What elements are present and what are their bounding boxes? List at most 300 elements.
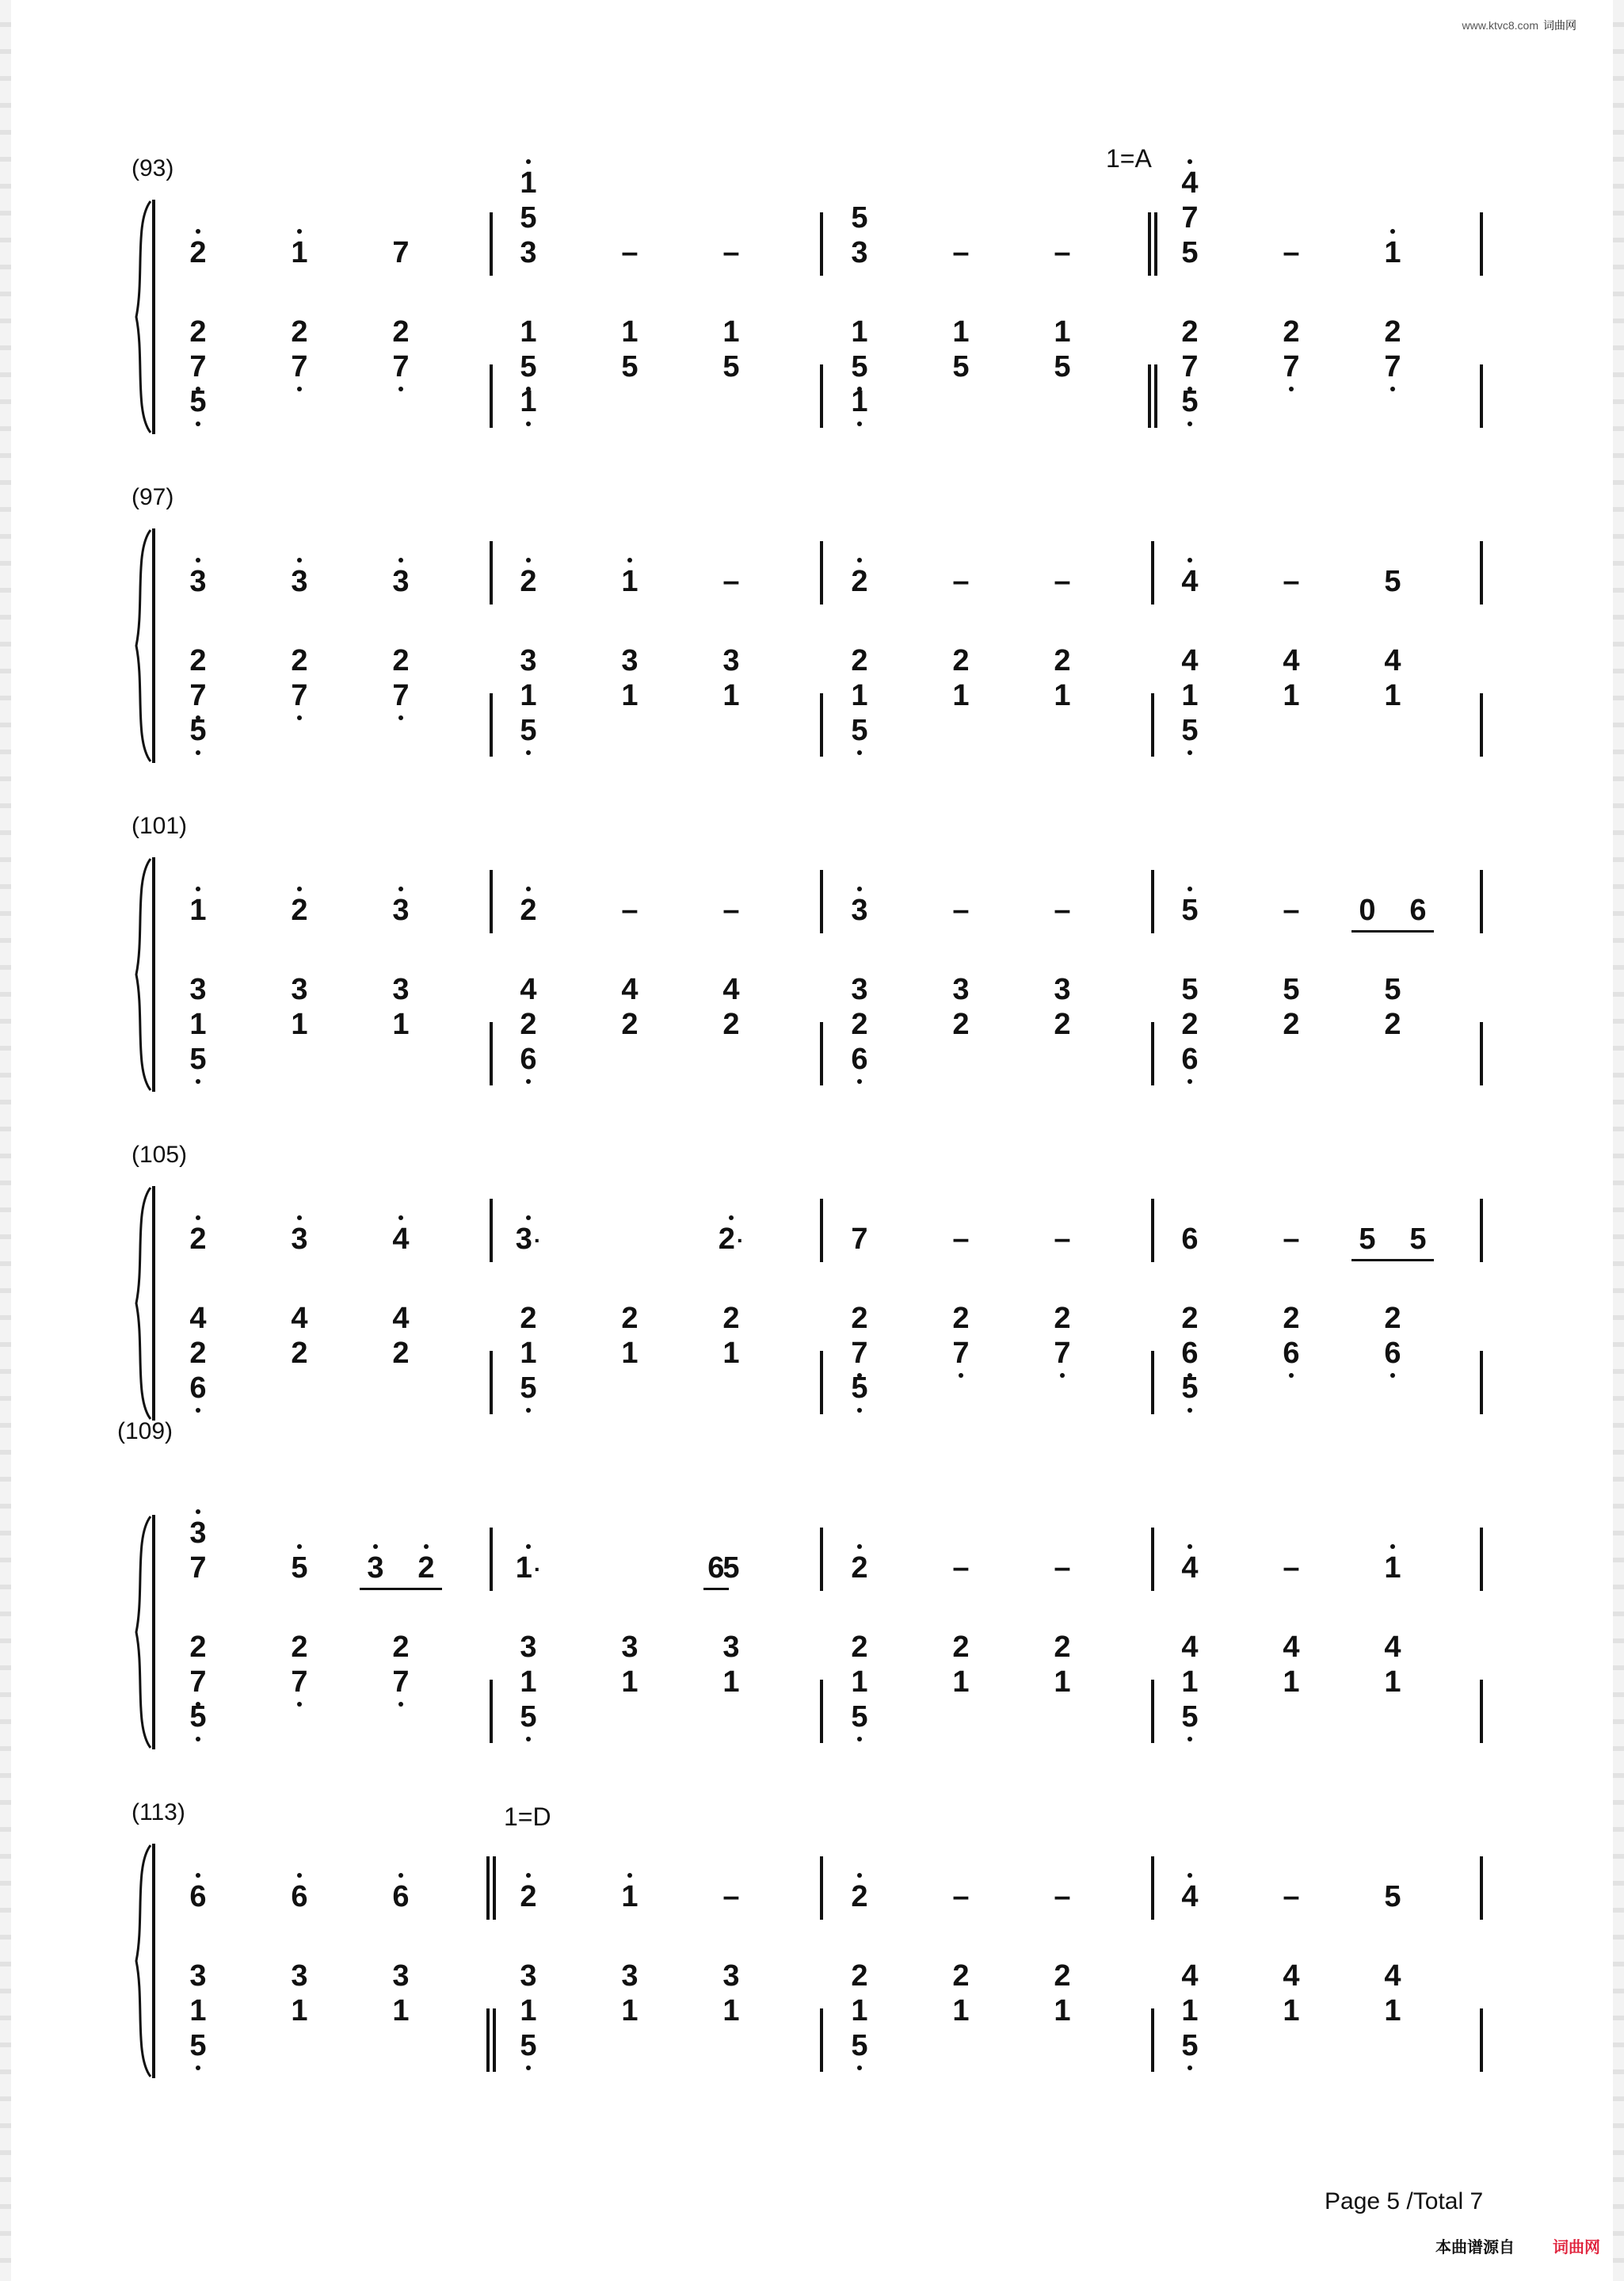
octave-dot-below [526, 2065, 531, 2070]
note-digit: 3 [952, 973, 970, 1006]
note-digit: 7 [189, 350, 207, 383]
octave-dot-below [1188, 2065, 1192, 2070]
note-digit: 1 [851, 679, 868, 712]
chord-note [1268, 1338, 1315, 1368]
note-digit: 1 [952, 315, 970, 349]
chord-note [174, 975, 222, 1005]
chord-note [1166, 168, 1214, 198]
octave-dot-below [196, 1737, 200, 1741]
double-barline-upper [486, 1856, 496, 1920]
note-digit: 5 [1181, 714, 1199, 747]
beam-underline [703, 1588, 729, 1590]
note-digit: 2 [392, 315, 410, 349]
note-digit: – [621, 236, 639, 269]
chord-note [276, 681, 323, 711]
chord-note [1268, 317, 1315, 347]
note-digit: 2 [520, 894, 537, 927]
chord-note [836, 1996, 883, 2026]
note-digit: 3 [851, 894, 868, 927]
barline-upper [1151, 1528, 1154, 1591]
chord-note [276, 1996, 323, 2026]
note-digit: 3 [722, 1631, 740, 1664]
octave-dot-above [526, 1544, 531, 1549]
barline-lower [490, 1022, 493, 1085]
note-digit: 4 [520, 973, 537, 1006]
chord-note [937, 1667, 985, 1697]
note-digit: 1 [621, 1994, 639, 2027]
chord-note [707, 1961, 755, 1991]
barline-lower [1151, 2008, 1154, 2072]
note [836, 1224, 883, 1254]
note-digit: 3 [367, 1551, 384, 1585]
note-digit: 3 [520, 1959, 537, 1993]
octave-dot-above [196, 1873, 200, 1878]
eighth-note [1344, 895, 1391, 925]
note-digit: 3 [851, 973, 868, 1006]
chord-note [606, 1338, 654, 1368]
note [836, 1882, 883, 1912]
sustain-dash [1268, 895, 1315, 925]
augmentation-dot: · [533, 1227, 542, 1253]
key-signature: 1=A [1106, 144, 1152, 173]
note-digit: 3 [189, 1959, 207, 1993]
note-digit: 7 [392, 350, 410, 383]
note [707, 1224, 755, 1254]
note-digit: 4 [291, 1302, 308, 1335]
note-digit: 2 [189, 1631, 207, 1664]
chord-note [174, 1667, 222, 1697]
note-digit: 2 [291, 1631, 308, 1664]
note-digit: 3 [189, 565, 207, 598]
octave-dot-below [196, 421, 200, 426]
note-digit: 7 [1283, 350, 1300, 383]
chord-note [836, 975, 883, 1005]
chord-note [505, 1632, 552, 1662]
note-digit: – [1283, 1880, 1300, 1913]
chord-note [174, 1553, 222, 1583]
note-digit: 2 [189, 315, 207, 349]
chord-note [505, 681, 552, 711]
note-digit: 5 [291, 1551, 308, 1585]
note-digit: 2 [392, 1337, 410, 1370]
sustain-dash [606, 895, 654, 925]
note-digit: – [952, 894, 970, 927]
note-digit: 2 [1384, 1302, 1401, 1335]
note-digit: 7 [1054, 1337, 1071, 1370]
octave-dot-below [297, 387, 302, 391]
chord-note [836, 1303, 883, 1333]
chord-note [276, 1303, 323, 1333]
note-digit: 6 [707, 1551, 725, 1585]
note-digit: 5 [189, 1700, 207, 1734]
note-digit: 2 [1054, 644, 1071, 677]
chord-note [1166, 1667, 1214, 1697]
barline-upper [1480, 1199, 1483, 1262]
chord-note [707, 1303, 755, 1333]
chord-note [505, 715, 552, 746]
note-digit: 5 [1181, 973, 1199, 1006]
octave-dot-below [398, 1702, 403, 1707]
note-digit: 1 [722, 1665, 740, 1699]
note-digit: 7 [392, 236, 410, 269]
chord-note [1166, 681, 1214, 711]
chord-note [1268, 1667, 1315, 1697]
chord-note [377, 681, 425, 711]
note-digit: 1 [1283, 1665, 1300, 1699]
chord-note [1166, 1373, 1214, 1403]
chord-note [836, 387, 883, 417]
chord-note [937, 1632, 985, 1662]
chord-note [377, 1632, 425, 1662]
note-digit: 1 [722, 1337, 740, 1370]
note-digit: 1 [722, 1994, 740, 2027]
system-left-barline [152, 528, 155, 763]
chord-note [606, 1303, 654, 1333]
note-digit: 2 [851, 1959, 868, 1993]
octave-dot-above [857, 887, 862, 891]
sustain-dash [1039, 895, 1086, 925]
note-digit: 7 [189, 1665, 207, 1699]
measure-number: (93) [132, 155, 174, 181]
chord-note [505, 1996, 552, 2026]
sustain-dash [606, 238, 654, 268]
note [174, 566, 222, 597]
chord-note [276, 317, 323, 347]
chord-note [937, 1338, 985, 1368]
note-digit: 2 [851, 1302, 868, 1335]
chord-note [174, 681, 222, 711]
note-digit: – [1283, 1551, 1300, 1585]
note-digit: 1 [520, 1994, 537, 2027]
chord-note [505, 168, 552, 198]
octave-dot-below [196, 2065, 200, 2070]
note-digit: 2 [392, 1631, 410, 1664]
staff-system [0, 1771, 1624, 2062]
chord-note [1268, 975, 1315, 1005]
octave-dot-below [526, 1737, 531, 1741]
note [836, 895, 883, 925]
note [1166, 895, 1214, 925]
octave-dot-above [196, 558, 200, 563]
note [377, 1882, 425, 1912]
note-digit: 2 [189, 1337, 207, 1370]
octave-dot-below [1390, 387, 1395, 391]
note-digit: 1 [621, 1337, 639, 1370]
octave-dot-above [424, 1544, 429, 1549]
chord-note [174, 1044, 222, 1074]
chord-note [1369, 1303, 1416, 1333]
barline-lower [490, 364, 493, 428]
note-digit: 2 [392, 644, 410, 677]
eighth-note [1394, 895, 1442, 925]
note [707, 1553, 755, 1583]
note-digit: 2 [1054, 1959, 1071, 1993]
sustain-dash [707, 238, 755, 268]
note [836, 1553, 883, 1583]
octave-dot-below [1060, 1373, 1065, 1378]
note-digit: 5 [1384, 1880, 1401, 1913]
note [276, 1553, 323, 1583]
note-digit: 1 [1054, 679, 1071, 712]
chord-note [937, 1996, 985, 2026]
note-digit: 1 [189, 1994, 207, 2027]
barline-lower [1480, 1022, 1483, 1085]
sustain-dash [937, 1882, 985, 1912]
chord-note [1039, 646, 1086, 676]
note-digit: 1 [1181, 1665, 1199, 1699]
note-digit: 6 [291, 1880, 308, 1913]
chord-note [174, 1373, 222, 1403]
barline-lower [820, 2008, 823, 2072]
note-digit: 5 [1409, 1223, 1427, 1256]
chord-note [377, 352, 425, 382]
chord-note [276, 352, 323, 382]
chord-note [606, 317, 654, 347]
note-digit: 1 [1054, 1994, 1071, 2027]
octave-dot-above [297, 1215, 302, 1220]
note-digit: 3 [291, 1959, 308, 1993]
note-digit: 7 [291, 350, 308, 383]
chord-note [1166, 975, 1214, 1005]
note [1369, 566, 1416, 597]
octave-dot-above [857, 558, 862, 563]
octave-dot-above [196, 887, 200, 891]
chord-note [1268, 681, 1315, 711]
chord-note [1369, 1667, 1416, 1697]
barline-lower [1480, 1680, 1483, 1743]
octave-dot-below [398, 387, 403, 391]
note [377, 1224, 425, 1254]
note-digit: 5 [1054, 350, 1071, 383]
staff-system [0, 127, 1624, 418]
note-digit: 5 [722, 350, 740, 383]
chord-note [505, 1044, 552, 1074]
note-digit: 2 [952, 1302, 970, 1335]
note-digit: 3 [520, 236, 537, 269]
note-digit: 2 [189, 236, 207, 269]
note-digit: – [722, 565, 740, 598]
note-digit: 4 [1283, 1959, 1300, 1993]
chord-note [836, 2031, 883, 2061]
note [505, 895, 552, 925]
chord-note [1369, 317, 1416, 347]
chord-note [1166, 1009, 1214, 1039]
note-digit: 7 [189, 1551, 207, 1585]
note-digit: 2 [952, 1631, 970, 1664]
chord-note [1369, 646, 1416, 676]
note-digit: 4 [189, 1302, 207, 1335]
note-digit: 4 [621, 973, 639, 1006]
note-digit: 2 [851, 1880, 868, 1913]
octave-dot-above [297, 1873, 302, 1878]
note-digit: 5 [1181, 1371, 1199, 1405]
chord-note [377, 1961, 425, 1991]
octave-dot-above [729, 1215, 734, 1220]
chord-note [505, 975, 552, 1005]
note-digit: 7 [1181, 350, 1199, 383]
barline-upper [1480, 212, 1483, 276]
barline-upper [1480, 1528, 1483, 1591]
note-digit: 5 [851, 1700, 868, 1734]
note-digit: 4 [392, 1302, 410, 1335]
octave-dot-above [526, 1873, 531, 1878]
note-digit: 5 [520, 350, 537, 383]
note-digit: 1 [520, 166, 537, 200]
note-digit: 1 [189, 894, 207, 927]
barline-lower [820, 1351, 823, 1414]
barline-lower [1151, 1351, 1154, 1414]
augmentation-dot: · [533, 1556, 542, 1581]
note-digit: 1 [851, 385, 868, 418]
note-digit: 1 [1283, 679, 1300, 712]
note-digit: 4 [1384, 644, 1401, 677]
note-digit: 7 [952, 1337, 970, 1370]
note-digit: 3 [621, 644, 639, 677]
note-digit: – [1283, 565, 1300, 598]
chord-note [505, 1303, 552, 1333]
note-digit: 3 [189, 973, 207, 1006]
octave-dot-above [1188, 159, 1192, 164]
chord-note [707, 1338, 755, 1368]
octave-dot-above [627, 558, 632, 563]
sustain-dash [937, 566, 985, 597]
chord-note [1268, 1009, 1315, 1039]
note-digit: 7 [291, 679, 308, 712]
note-digit: 4 [1181, 166, 1199, 200]
chord-note [707, 1632, 755, 1662]
octave-dot-above [398, 1215, 403, 1220]
note-digit: 3 [392, 1959, 410, 1993]
note-digit: – [621, 894, 639, 927]
note-digit: 3 [291, 565, 308, 598]
note-digit: 3 [291, 973, 308, 1006]
chord-note [174, 387, 222, 417]
chord-note [836, 1044, 883, 1074]
note-digit: 3 [515, 1223, 532, 1256]
note-digit: 1 [621, 1665, 639, 1699]
system-left-barline [152, 1515, 155, 1749]
chord-note [505, 1373, 552, 1403]
note-digit: 2 [1181, 315, 1199, 349]
barline-upper [1480, 541, 1483, 605]
barline-upper [1151, 1856, 1154, 1920]
note-digit: 6 [392, 1880, 410, 1913]
note-digit: 1 [392, 1994, 410, 2027]
note-digit: – [952, 1551, 970, 1585]
note-digit: – [1054, 1223, 1071, 1256]
note-digit: 6 [1181, 1043, 1199, 1076]
chord-note [707, 352, 755, 382]
note-digit: 5 [1181, 894, 1199, 927]
sustain-dash [937, 1224, 985, 1254]
note-digit: 5 [520, 2029, 537, 2062]
note-digit: 2 [291, 315, 308, 349]
note-digit: 2 [291, 644, 308, 677]
note [505, 566, 552, 597]
barline-lower [1480, 364, 1483, 428]
octave-dot-above [297, 1544, 302, 1549]
note [505, 1553, 552, 1583]
chord-note [1166, 1996, 1214, 2026]
chord-note [505, 1667, 552, 1697]
note-digit: 5 [520, 1700, 537, 1734]
note-digit: 5 [520, 714, 537, 747]
page-number: Page 5 /Total 7 [1325, 2188, 1484, 2214]
note-digit: 2 [189, 1223, 207, 1256]
footer-brand: 词曲网 [1553, 2239, 1600, 2256]
chord-note [377, 1338, 425, 1368]
barline-lower [1480, 2008, 1483, 2072]
barline-lower [820, 1680, 823, 1743]
barline-lower [1151, 1022, 1154, 1085]
chord-note [276, 1009, 323, 1039]
note-digit: 1 [621, 315, 639, 349]
chord-note [377, 646, 425, 676]
note-digit: – [952, 1880, 970, 1913]
chord-note [606, 1667, 654, 1697]
octave-dot-below [297, 1702, 302, 1707]
note-digit: 4 [1384, 1959, 1401, 1993]
note-digit: 1 [1384, 679, 1401, 712]
octave-dot-below [526, 1408, 531, 1413]
note-digit: 5 [1283, 973, 1300, 1006]
note-digit: – [1283, 1223, 1300, 1256]
note-digit: 1 [621, 565, 639, 598]
note-digit: 6 [1181, 1337, 1199, 1370]
octave-dot-above [1188, 1873, 1192, 1878]
octave-dot-above [373, 1544, 378, 1549]
note-digit: 1 [851, 315, 868, 349]
note-digit: 5 [189, 385, 207, 418]
chord-note [1268, 646, 1315, 676]
note-digit: 2 [722, 1302, 740, 1335]
note-digit: 6 [189, 1371, 207, 1405]
note-digit: 2 [851, 1551, 868, 1585]
barline-upper [490, 1528, 493, 1591]
eighth-note [1394, 1224, 1442, 1254]
sustain-dash [707, 1882, 755, 1912]
note-digit: 4 [1181, 1959, 1199, 1993]
barline-upper [490, 1199, 493, 1262]
note-digit: 3 [851, 236, 868, 269]
octave-dot-below [196, 750, 200, 755]
chord-note [1166, 2031, 1214, 2061]
chord-note [836, 1702, 883, 1732]
note-digit: 5 [952, 350, 970, 383]
note-digit: 5 [851, 350, 868, 383]
octave-dot-below [1188, 750, 1192, 755]
barline-upper [820, 1528, 823, 1591]
octave-dot-below [1390, 1373, 1395, 1378]
chord-note [707, 1667, 755, 1697]
note-digit: 6 [189, 1880, 207, 1913]
chord-note [1166, 646, 1214, 676]
staff-system [0, 456, 1624, 747]
note-digit: – [1283, 894, 1300, 927]
note-digit: 1 [952, 1665, 970, 1699]
note-digit: – [1054, 565, 1071, 598]
note-digit: 5 [520, 1371, 537, 1405]
note-digit: 3 [722, 1959, 740, 1993]
octave-dot-below [857, 421, 862, 426]
chord-note [836, 238, 883, 268]
note-digit: 1 [1384, 1994, 1401, 2027]
chord-note [937, 1961, 985, 1991]
octave-dot-above [297, 887, 302, 891]
system-left-barline [152, 857, 155, 1092]
note-digit: 5 [851, 201, 868, 235]
chord-note [174, 1518, 222, 1548]
